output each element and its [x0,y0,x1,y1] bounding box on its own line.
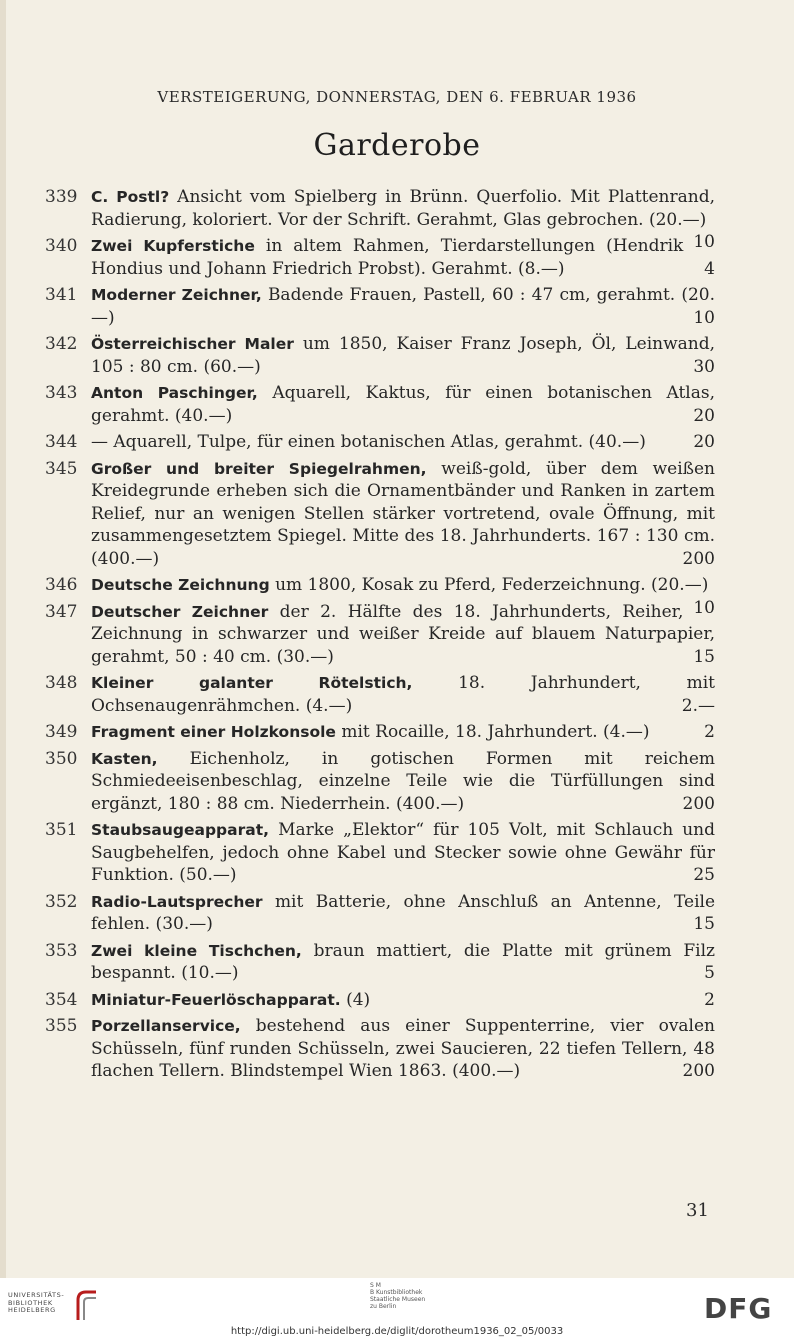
lot-entry [45,748,715,816]
lot-description: Badende Frauen, Pastell, 60 : 47 cm, gerahmt. (20.—) [91,285,716,328]
lot-entry [45,672,715,717]
lot-list [45,186,715,1087]
lot-number: 340 [45,236,78,256]
estimate-price: 200 [682,548,715,569]
lot-title: Österreichischer Maler [91,335,294,353]
lot-description: braun mattiert, die Platte mit grünem Filz bespannt. (10.—) [91,940,715,983]
lot-title: Großer und breiter Spiegelrahmen, [91,459,427,478]
lot-title: Radio-Lautsprecher [91,892,263,911]
lot-title: Fragment einer Holzkonsole [91,723,336,741]
uni-line-1: UNIVERSITÄTS- [8,1291,65,1299]
lot-description: der 2. Hälfte des 18. Jahrhunderts, Reiher, Zeichnung in schwarzer und weißer Kreide auf blauem Naturpapier, gerahmt, 50 : 40 cm. (30.—) [91,601,715,667]
estimate-price: 25 [693,865,715,885]
estimate-price: 2 [704,722,715,742]
lot-number: 349 [45,722,78,742]
stamp-line-1: S M [370,1282,381,1289]
lot-description: Eichenholz, in gotischen Formen mit reichem Schmiedeeisenbeschlag, einzelne Teile wie die Türfüllungen sind ergänzt, 180 : 88 cm. Niederrhein. (400.—) [91,748,715,814]
uni-line-2: BIBLIOTHEK [8,1298,53,1307]
estimate-price: 5 [704,963,715,983]
lot-description: Marke „Elektor“ für 105 Volt, mit Schlauch und Saugbehelfen, jedoch ohne Kabel und Stecker sowie ohne Gewähr für Funktion. (50.—) [91,820,715,885]
stamp-line-2: B Kunstbibliothek [370,1289,423,1296]
lot-number: 347 [45,601,78,622]
lot-title: Deutsche Zeichnung [91,576,270,594]
lot-number: 352 [45,891,78,912]
dfg-logo[interactable]: DFG [704,1292,773,1325]
estimate-price: 20 [693,405,715,426]
lot-title: Zwei kleine Tischchen, [91,941,302,960]
lot-description: weiß-gold, über dem weißen Kreidegrunde erheben sich die Ornamentbänder und Ranken in zartem Relief, nur an wenigen Stellen stärker vortretend, ovale Öffnung, mit zusammengesetztem Spiegel. Mitte des 18. Jahrhunderts. 167 : 130 cm. (400.—) [91,458,715,569]
lot-entry [45,431,715,454]
lot-title: Kasten, [91,749,158,768]
lot-number: 350 [45,748,78,769]
lot-entry [45,235,715,280]
lot-number: 354 [45,989,78,1010]
lot-title: Kleiner galanter Rötelstich, [91,674,413,692]
lot-title: Anton Paschinger, [91,384,258,402]
lot-number: 345 [45,458,78,479]
lot-number: 353 [45,940,78,961]
estimate-price: 200 [682,793,715,814]
stamp-line-4: zu Berlin [370,1303,397,1310]
uni-line-3: HEIDELBERG [8,1306,56,1314]
page-edge [0,0,6,1278]
lot-description: bestehend aus einer Suppenterrine, vier ovalen Schüsseln, fünf runden Schüsseln, zwei Saucieren, 22 tiefen Tellern, 48 flachen Tellern. Blindstempel Wien 1863. (400.—) [91,1016,715,1081]
lot-description: mit Rocaille, 18. Jahrhundert. (4.—) [341,722,650,742]
stamp-line-3: Staatliche Museen [370,1296,426,1303]
lot-entry [45,333,715,378]
estimate-price: 20 [693,432,715,452]
lot-description: um 1800, Kosak zu Pferd, Federzeichnung. (20.—) [275,575,709,595]
university-library-logo[interactable] [8,1292,64,1315]
estimate-price: 4 [704,258,715,279]
lot-entry [45,819,715,887]
lot-title: Miniatur-Feuerlöschapparat. [91,990,341,1009]
estimate-price: 10 [693,232,715,252]
lot-entry [45,721,715,744]
estimate-price: 15 [693,646,715,667]
source-url[interactable]: http://digi.ub.uni-heidelberg.de/diglit/dorotheum1936_02_05/0033 [230,1326,564,1337]
lot-description: in altem Rahmen, Tierdarstellungen (Hendrik Hondius und Johann Friedrich Probst). Gerahmt. (8.—) [91,236,684,279]
lot-entry [45,382,715,427]
lot-description: — Aquarell, Tulpe, für einen botanischen Atlas, gerahmt. (40.—) [91,432,646,452]
estimate-price: 30 [693,356,715,377]
lot-description: Ansicht vom Spielberg in Brünn. Querfolio. Mit Plattenrand, Radierung, koloriert. Vor der Schrift. Gerahmt, Glas gebrochen. (20.—) [91,187,716,230]
lot-number: 344 [45,432,78,452]
lot-title: Deutscher Zeichner [91,602,269,621]
lot-description: um 1850, Kaiser Franz Joseph, Öl, Leinwand, 105 : 80 cm. (60.—) [91,334,716,377]
lot-entry [45,989,715,1012]
lot-number: 348 [45,673,78,693]
lot-description: (4) [346,989,371,1010]
estimate-price: 200 [682,1061,715,1081]
estimate-price: 10 [693,597,715,618]
estimate-price: 10 [693,307,715,328]
lot-entry [45,940,715,985]
library-emblem-icon [72,1288,102,1324]
museum-stamp [370,1282,425,1310]
lot-entry [45,1015,715,1083]
lot-title: Staubsaugeapparat, [91,821,270,839]
lot-entry [45,601,715,669]
lot-title: Zwei Kupferstiche [91,237,255,255]
lot-description: mit Batterie, ohne Anschluß an Antenne, Teile fehlen. (30.—) [91,891,716,934]
lot-number: 343 [45,383,78,403]
lot-title: Porzellanservice, [91,1017,241,1035]
page-number: 31 [686,1200,709,1221]
lot-number: 351 [45,820,78,840]
estimate-price: 2.— [681,695,715,716]
estimate-price: 2 [704,989,715,1010]
lot-number: 341 [45,285,78,305]
estimate-price: 15 [693,914,715,934]
section-title: Garderobe [313,128,481,163]
lot-title: Moderner Zeichner, [91,286,262,304]
lot-entry [45,891,715,936]
running-head: VERSTEIGERUNG, DONNERSTAG, DEN 6. FEBRUAR 1936 [157,88,637,106]
lot-number: 342 [45,334,78,354]
lot-entry [45,458,715,571]
lot-entry [45,284,715,329]
lot-number: 355 [45,1016,78,1036]
lot-description: 18. Jahrhundert, mit Ochsenaugenrähmchen. (4.—) [91,673,715,716]
lot-number: 346 [45,575,78,595]
lot-title: C. Postl? [91,188,170,206]
lot-description: Aquarell, Kaktus, für einen botanischen Atlas, gerahmt. (40.—) [91,383,715,426]
lot-number: 339 [45,187,78,207]
